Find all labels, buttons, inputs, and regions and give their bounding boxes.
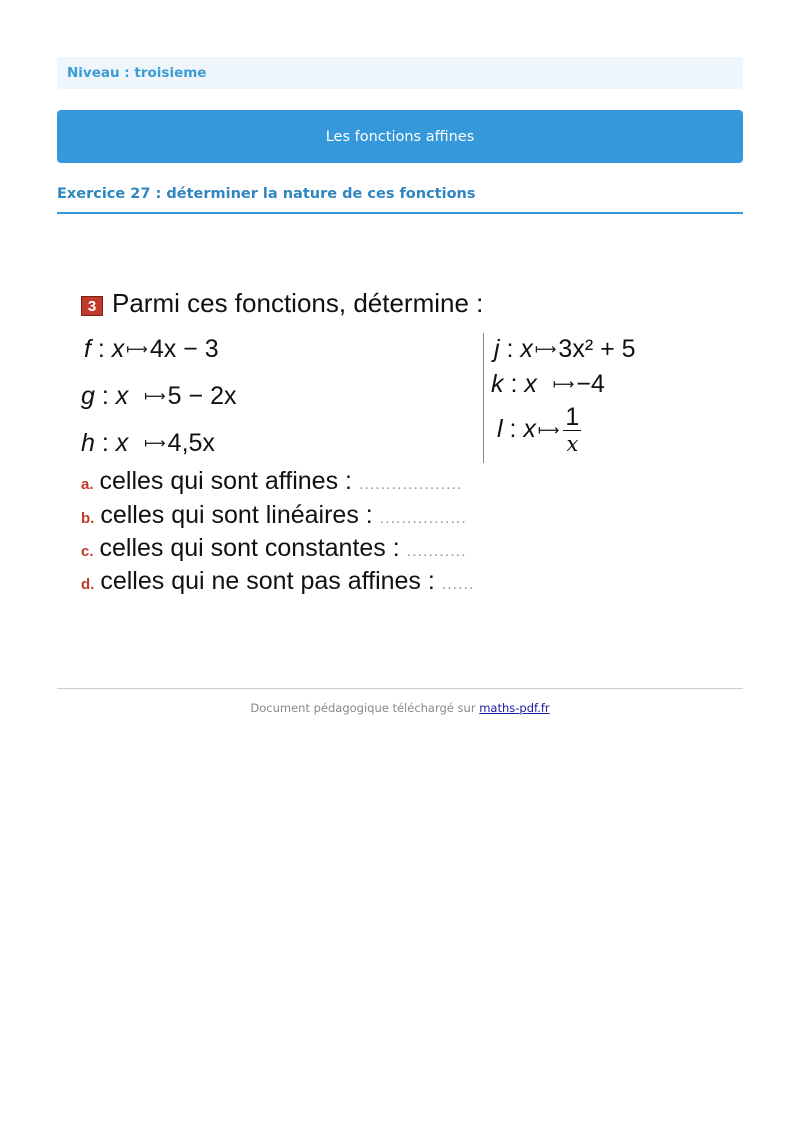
question-letter: c. xyxy=(81,543,94,560)
mapsto-icon: ⟼ xyxy=(144,388,166,406)
question-b xyxy=(81,501,467,530)
function-name: g xyxy=(81,382,95,410)
question-text: celles qui ne sont pas affines : xyxy=(100,567,435,595)
mapsto-icon: ⟼ xyxy=(126,341,148,359)
function-var: x xyxy=(115,382,129,410)
function-name: k xyxy=(491,370,504,398)
function-expr: −4 xyxy=(576,370,605,398)
mapsto-icon: ⟼ xyxy=(552,376,575,394)
function-var: x xyxy=(111,335,125,363)
function-j: j : x ⟼3x² + 5 xyxy=(494,334,636,365)
function-g: g : x ⟼5 − 2x xyxy=(81,381,236,412)
question-text: celles qui sont linéaires : xyxy=(100,501,373,529)
function-expr: 4,5x xyxy=(167,429,215,457)
question-letter: a. xyxy=(81,476,94,493)
answer-blank: ...... xyxy=(441,576,475,593)
fraction xyxy=(563,404,581,457)
question-text: celles qui sont constantes : xyxy=(99,534,400,562)
answer-blank: ........... xyxy=(406,543,467,560)
function-name: h xyxy=(81,429,95,457)
function-expr: 5 − 2x xyxy=(167,382,237,410)
fraction-denominator: x xyxy=(566,432,579,456)
question-c xyxy=(81,534,467,563)
fraction-numerator: 1 xyxy=(565,403,580,431)
answer-blank: ................... xyxy=(358,476,463,493)
function-f: f : x ⟼4x − 3 xyxy=(84,334,219,365)
function-var: x xyxy=(524,370,537,398)
question-letter: d. xyxy=(81,576,95,593)
function-name: f xyxy=(84,335,91,363)
column-divider xyxy=(483,333,484,463)
footer-divider xyxy=(57,688,743,689)
page-title: Les fonctions affines xyxy=(325,128,475,145)
exercise-heading: Exercice 27 : déterminer la nature de ces fonctions xyxy=(57,186,476,202)
level-label: Niveau : troisieme xyxy=(67,65,207,81)
mapsto-icon: ⟼ xyxy=(537,421,560,439)
function-name: l xyxy=(497,415,503,444)
question-a xyxy=(81,467,462,496)
function-h: h : x ⟼4,5x xyxy=(81,428,215,459)
question-text: celles qui sont affines : xyxy=(99,467,352,495)
function-name: j xyxy=(494,335,500,363)
footer xyxy=(0,701,800,715)
exercise-prompt: Parmi ces fonctions, détermine : xyxy=(112,288,484,318)
function-expr: 3x² + 5 xyxy=(558,335,636,363)
function-k: k : x ⟼−4 xyxy=(491,369,605,400)
function-var: x xyxy=(115,429,129,457)
function-l: l : x ⟼ $\frac{1}{x}$ xyxy=(497,403,580,456)
exercise-number-badge: 3 xyxy=(81,296,103,316)
mapsto-icon: ⟼ xyxy=(144,435,166,453)
function-var: x xyxy=(523,415,536,444)
question-d xyxy=(81,567,474,596)
function-var: x xyxy=(520,335,533,363)
footer-text: Document pédagogique téléchargé sur xyxy=(250,701,476,715)
footer-link[interactable]: maths-pdf.fr xyxy=(479,701,550,715)
function-expr: 4x − 3 xyxy=(149,335,219,363)
question-letter: b. xyxy=(81,510,95,527)
answer-blank: ................ xyxy=(379,510,467,527)
mapsto-icon: ⟼ xyxy=(534,341,557,359)
